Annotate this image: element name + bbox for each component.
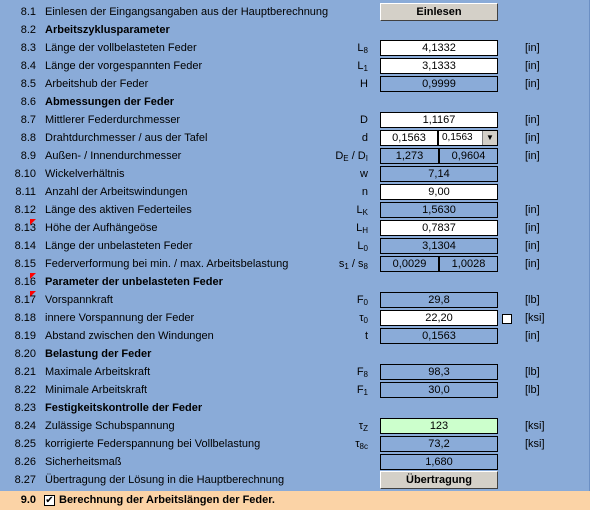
row-number: 8.8 [20, 132, 36, 144]
symbol: w [360, 168, 368, 180]
symbol: d [361, 132, 368, 144]
unit: [in] [525, 78, 540, 90]
row-number: 8.15 [14, 258, 36, 270]
row-number: 8.5 [20, 78, 36, 90]
unit: [lb] [525, 384, 540, 396]
internal-stress-input[interactable]: 22,20 [380, 310, 498, 326]
min-deflection-value: 0,0029 [380, 256, 439, 272]
working-lengths-label: Berechnung der Arbeitslängen der Feder. [59, 494, 275, 506]
row-number: 8.19 [14, 330, 36, 342]
select-value: 0,1563 [442, 132, 473, 143]
full-load-length-input[interactable]: 4,1332 [380, 40, 498, 56]
row-8-13 [0, 219, 590, 237]
row-number: 8.2 [20, 24, 36, 36]
row-8-26 [0, 453, 590, 471]
row-number: 8.3 [20, 42, 36, 54]
free-length-value: 3,1304 [380, 238, 498, 254]
row-8-25 [0, 435, 590, 453]
row-8-21 [0, 363, 590, 381]
row-number: 8.16 [14, 276, 36, 288]
section-title: Parameter der unbelasteten Feder [45, 276, 223, 288]
min-working-force-value: 30,0 [380, 382, 498, 398]
row-label: Länge der vorgespannten Feder [45, 60, 203, 72]
active-coils-input[interactable]: 9,00 [380, 184, 498, 200]
unit: [in] [525, 204, 540, 216]
section-unbelastete-feder [0, 273, 590, 291]
row-number: 8.4 [20, 60, 36, 72]
row-number: 8.10 [14, 168, 36, 180]
unit: [lb] [525, 366, 540, 378]
inner-diameter-value: 0,9604 [439, 148, 498, 164]
unit: [in] [525, 240, 540, 252]
symbol: D [360, 114, 368, 126]
row-8-3 [0, 39, 590, 57]
row-8-24 [0, 417, 590, 435]
unit: [ksi] [525, 438, 545, 450]
row-8-19 [0, 327, 590, 345]
row-label: Wickelverhältnis [45, 168, 125, 180]
row-8-9 [0, 147, 590, 165]
row-8-27 [0, 471, 590, 489]
row-label: korrigierte Federspannung bei Vollbelastung [45, 438, 261, 450]
row-label: Arbeitshub der Feder [45, 78, 149, 90]
unit: [in] [525, 222, 540, 234]
row-label: Abstand zwischen den Windungen [45, 330, 214, 342]
unit: [in] [525, 150, 540, 162]
uebertragung-button[interactable]: Übertragung [380, 471, 498, 489]
symbol: $L_0$ [357, 240, 368, 253]
row-label: Länge des aktiven Federteiles [45, 204, 192, 216]
unit: [ksi] [525, 420, 545, 432]
symbol: $D_E / D_I$ [335, 150, 368, 163]
max-working-force-value: 98,3 [380, 364, 498, 380]
row-number: 8.24 [14, 420, 36, 432]
row-number: 8.18 [14, 312, 36, 324]
row-number: 8.11 [15, 186, 36, 198]
row-number: 8.23 [14, 402, 36, 414]
row-number: 8.26 [14, 456, 36, 468]
row-label: Einlesen der Eingangsangaben aus der Hauptberechnung [45, 6, 329, 18]
section-arbeitszyklusparameter [0, 21, 590, 39]
row-label: Länge der vollbelasteten Feder [45, 42, 197, 54]
active-length-value: 1,5630 [380, 202, 498, 218]
symbol: $\tau_Z$ [358, 420, 368, 433]
unit: [ksi] [525, 312, 545, 324]
row-number: 8.7 [20, 114, 36, 126]
symbol: t [364, 330, 368, 342]
working-stroke-value: 0,9999 [380, 76, 498, 92]
row-label: Mittlerer Federdurchmesser [45, 114, 181, 126]
row-label: Maximale Arbeitskraft [45, 366, 151, 378]
row-8-14 [0, 237, 590, 255]
internal-stress-checkbox[interactable] [502, 314, 512, 324]
hook-height-input[interactable]: 0,7837 [380, 220, 498, 236]
section-title: Festigkeitskontrolle der Feder [45, 402, 203, 414]
row-8-8 [0, 129, 590, 147]
row-number: 8.25 [14, 438, 36, 450]
symbol: $F_0$ [356, 294, 368, 307]
section-festigkeitskontrolle [0, 399, 590, 417]
spring-index-value: 7,14 [380, 166, 498, 182]
row-8-17 [0, 291, 590, 309]
corrected-stress-value: 73,2 [380, 436, 498, 452]
unit: [in] [525, 60, 540, 72]
einlesen-button[interactable]: Einlesen [380, 3, 498, 21]
symbol: $\tau_{8c}$ [355, 438, 368, 451]
row-8-12 [0, 201, 590, 219]
working-lengths-checkbox[interactable]: ✔ [45, 495, 54, 506]
row-label: Länge der unbelasteten Feder [45, 240, 193, 252]
row-label: Zulässige Schubspannung [45, 420, 175, 432]
row-number: 8.6 [20, 96, 36, 108]
preload-force-value: 29,8 [380, 292, 498, 308]
row-number: 8.9 [20, 150, 36, 162]
section-title: Belastung der Feder [45, 348, 152, 360]
coil-spacing-value: 0,1563 [380, 328, 498, 344]
wire-diameter-table-select[interactable] [438, 130, 498, 146]
row-number: 9.0 [20, 494, 36, 506]
max-deflection-value: 1,0028 [439, 256, 498, 272]
row-number: 8.14 [14, 240, 36, 252]
unit: [in] [525, 258, 540, 270]
row-label: Sicherheitsmaß [45, 456, 122, 468]
row-8-1 [0, 3, 590, 21]
row-8-7 [0, 111, 590, 129]
row-8-15 [0, 255, 590, 273]
symbol: n [361, 186, 368, 198]
section-9-0-bar [0, 491, 590, 510]
row-label: Anzahl der Arbeitswindungen [45, 186, 188, 198]
symbol: H [360, 78, 368, 90]
section-abmessungen [0, 93, 590, 111]
wire-diameter-input[interactable]: 0,1563 [380, 130, 438, 146]
row-label: Höhe der Aufhängeöse [45, 222, 158, 234]
row-number: 8.21 [14, 366, 36, 378]
row-label: Außen- / Innendurchmesser [45, 150, 182, 162]
row-8-18 [0, 309, 590, 327]
row-number: 8.12 [14, 204, 36, 216]
symbol: $s_1 / s_8$ [338, 258, 368, 271]
mean-diameter-input[interactable]: 1,1167 [380, 112, 498, 128]
row-number: 8.13 [14, 222, 36, 234]
row-8-10 [0, 165, 590, 183]
unit: [in] [525, 330, 540, 342]
row-8-4 [0, 57, 590, 75]
outer-diameter-value: 1,273 [380, 148, 439, 164]
symbol: $L_1$ [357, 60, 368, 73]
row-8-11 [0, 183, 590, 201]
section-title: Arbeitszyklusparameter [45, 24, 170, 36]
row-number: 8.17 [14, 294, 36, 306]
safety-factor-value: 1,680 [380, 454, 498, 470]
symbol: $\tau_0$ [359, 312, 368, 325]
symbol: $L_K$ [356, 204, 368, 217]
chevron-down-icon[interactable]: ▼ [482, 131, 497, 145]
unit: [in] [525, 132, 540, 144]
row-label: Drahtdurchmesser / aus der Tafel [45, 132, 208, 144]
row-label: Übertragung der Lösung in die Hauptberechnung [45, 474, 285, 486]
symbol: $L_8$ [357, 42, 368, 55]
symbol: $L_H$ [356, 222, 368, 235]
row-label: innere Vorspannung der Feder [45, 312, 195, 324]
row-8-22 [0, 381, 590, 399]
row-number: 8.22 [14, 384, 36, 396]
symbol: $F_8$ [356, 366, 368, 379]
row-number: 8.20 [14, 348, 36, 360]
section-title: Abmessungen der Feder [45, 96, 174, 108]
row-label: Federverformung bei min. / max. Arbeitsbelastung [45, 258, 289, 270]
row-number: 8.1 [20, 6, 36, 18]
row-number: 8.27 [14, 474, 36, 486]
row-label: Vorspannkraft [45, 294, 113, 306]
preload-length-input[interactable]: 3,1333 [380, 58, 498, 74]
row-label: Minimale Arbeitskraft [45, 384, 148, 396]
section-belastung [0, 345, 590, 363]
unit: [in] [525, 42, 540, 54]
symbol: $F_1$ [356, 384, 368, 397]
unit: [lb] [525, 294, 540, 306]
row-8-5 [0, 75, 590, 93]
allowable-shear-stress-value: 123 [380, 418, 498, 434]
unit: [in] [525, 114, 540, 126]
